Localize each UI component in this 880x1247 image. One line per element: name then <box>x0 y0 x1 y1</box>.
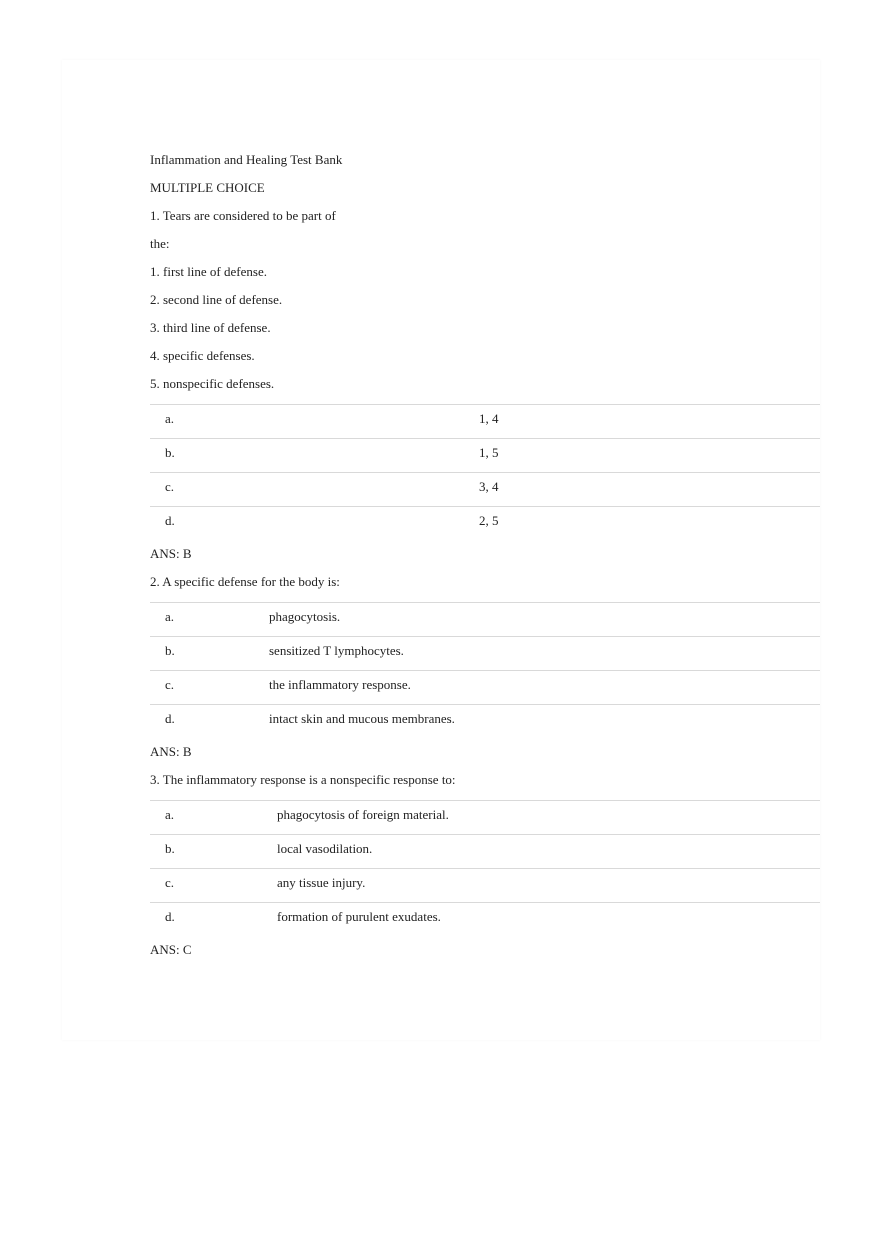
question-1-stem-line-2: the: <box>150 236 170 251</box>
document-title: Inflammation and Healing Test Bank <box>150 152 343 167</box>
option-row <box>150 903 820 936</box>
option-letter: a. <box>165 609 175 624</box>
option-row <box>150 705 820 738</box>
option-letter: a. <box>165 411 175 426</box>
question-1-statement-1: 1. first line of defense. <box>150 264 267 279</box>
option-text: sensitized T lymphocytes. <box>269 643 404 658</box>
option-text: 3, 4 <box>479 479 499 494</box>
document-body <box>150 148 820 966</box>
option-letter: c. <box>165 677 175 692</box>
question-1-options <box>150 404 820 540</box>
option-letter: b. <box>165 445 175 460</box>
question-1-statement-2: 2. second line of defense. <box>150 292 283 307</box>
question-2-options <box>150 602 820 738</box>
question-2-stem: 2. A specific defense for the body is: <box>150 574 340 589</box>
question-1-statement-5: 5. nonspecific defenses. <box>150 376 275 391</box>
option-text: intact skin and mucous membranes. <box>269 711 455 726</box>
section-heading: MULTIPLE CHOICE <box>150 180 265 195</box>
option-row <box>150 801 820 835</box>
option-row <box>150 405 820 439</box>
option-row <box>150 603 820 637</box>
question-3-options <box>150 800 820 936</box>
option-letter: d. <box>165 711 175 726</box>
option-letter: d. <box>165 513 175 528</box>
question-1-statement-3: 3. third line of defense. <box>150 320 271 335</box>
option-letter: b. <box>165 841 175 856</box>
option-row <box>150 671 820 705</box>
option-text: 1, 4 <box>479 411 499 426</box>
option-letter: b. <box>165 643 175 658</box>
question-2-answer: ANS: B <box>150 744 192 759</box>
option-row <box>150 507 820 540</box>
option-text: local vasodilation. <box>277 841 373 856</box>
question-3-stem: 3. The inflammatory response is a nonspecific response to: <box>150 772 456 787</box>
question-1-statement-4: 4. specific defenses. <box>150 348 255 363</box>
option-text: any tissue injury. <box>277 875 366 890</box>
option-text: phagocytosis of foreign material. <box>277 807 449 822</box>
option-text: 1, 5 <box>479 445 499 460</box>
option-letter: d. <box>165 909 175 924</box>
option-row <box>150 473 820 507</box>
option-text: phagocytosis. <box>269 609 341 624</box>
option-letter: a. <box>165 807 175 822</box>
option-text: the inflammatory response. <box>269 677 411 692</box>
option-text: 2, 5 <box>479 513 499 528</box>
question-1-stem-line-1: 1. Tears are considered to be part of <box>150 208 336 223</box>
option-row <box>150 835 820 869</box>
question-3-answer: ANS: C <box>150 942 192 957</box>
question-1-answer: ANS: B <box>150 546 192 561</box>
option-row <box>150 439 820 473</box>
option-letter: c. <box>165 875 175 890</box>
option-letter: c. <box>165 479 175 494</box>
option-text: formation of purulent exudates. <box>277 909 441 924</box>
option-row <box>150 637 820 671</box>
option-row <box>150 869 820 903</box>
